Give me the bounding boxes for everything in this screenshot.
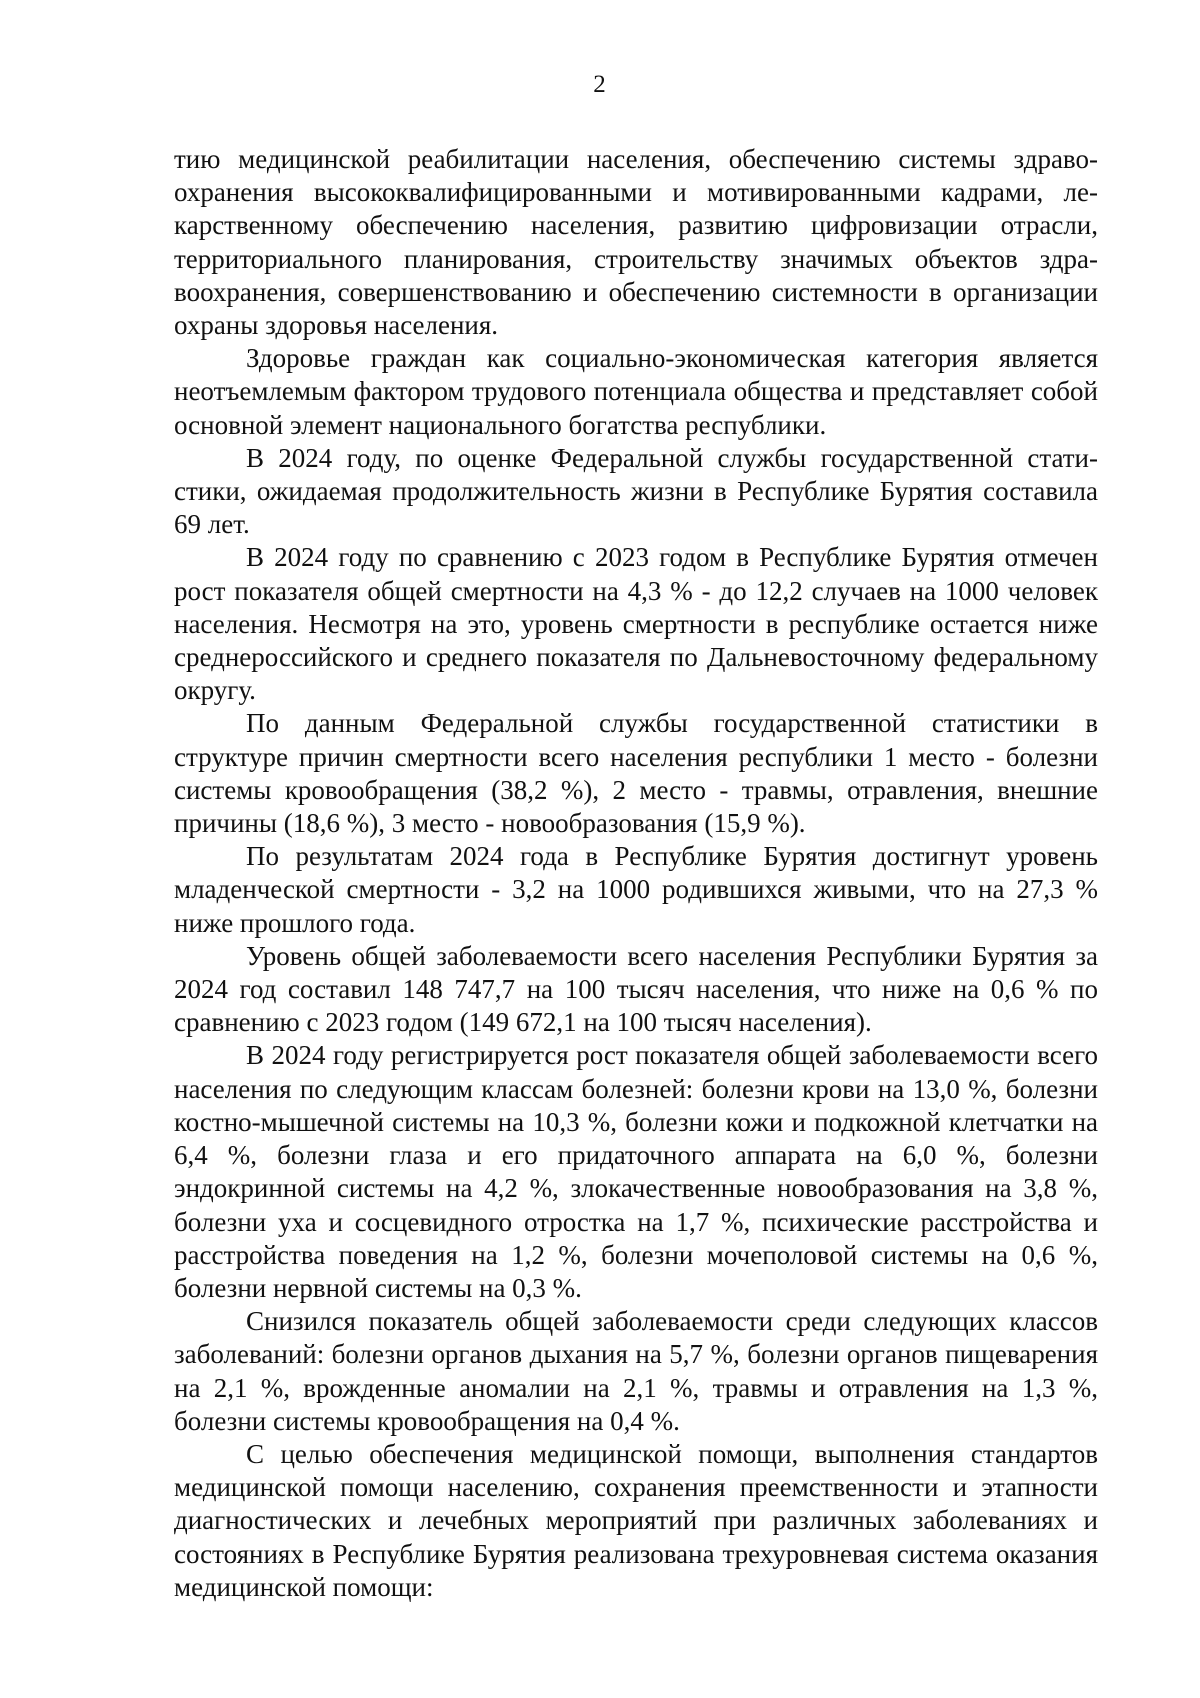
- paragraph: В 2024 году по сравнению с 2023 годом в Республике Бурятия отмечен рост показателя общей смертности на 4,3 % - до 12,2 случаев на 1000 человек населения. Несмотря на это, уровень смертности в республике остается ниже среднероссийского и среднего показателя по Дальневосточному федеральному округу.: [174, 542, 1098, 706]
- paragraph: В 2024 году, по оценке Федеральной службы государственной статистики, ожидаемая продолжительность жизни в Республике Бурятия составила 69 лет.: [174, 442, 1098, 540]
- paragraph: Уровень общей заболеваемости всего населения Республики Бурятия за 2024 год составил 148 747,7 на 100 тысяч населения, что ниже на 0,6 % по сравнению с 2023 годом (149 672,1 на 100 тысяч населения).: [174, 940, 1098, 1038]
- paragraph: Снизился показатель общей заболеваемости среди следующих классов заболеваний: болезни органов дыхания на 5,7 %, болезни органов пищеварения на 2,1 %, врожденные аномалии на 2,1 %, травмы и отравления на 1,3 %, болезни системы кровообращения на 0,4 %.: [174, 1306, 1098, 1436]
- paragraph-continuation: тию медицинской реабилитации населения, обеспечению системы здравоохранения высококвалифицированными и мотивированными кадрами, лекарственному обеспечению населения, развитию цифровизации отрасли, территориального планирования, строительству значимых объектов здравоохранения, совершенствованию и обеспечению системности в организации охраны здоровья населения.: [174, 144, 1098, 341]
- paragraph: С целью обеспечения медицинской помощи, выполнения стандартов медицинской помощи населению, сохранения преемственности и этапности диагностических и лечебных мероприятий при различных заболеваниях и состояниях в Республике Бурятия реализована трехуровневая система оказания медицинской помощи:: [174, 1438, 1098, 1602]
- paragraph: В 2024 году регистрируется рост показателя общей заболеваемости всего населения по следующим классам болезней: болезни крови на 13,0 %, болезни костно-мышечной системы на 10,3 %, болезни кожи и подкожной клетчатки на 6,4 %, болезни глаза и его придаточного аппарата на 6,0 %, болезни эндокринной системы на 4,2 %, злокачественные новообразования на 3,8 %, болезни уха и сосцевидного отростка на 1,7 %, психические расстройства и расстройства поведения на 1,2 %, болезни мочеполовой системы на 0,6 %, болезни нервной системы на 0,3 %.: [174, 1040, 1098, 1303]
- paragraph: По данным Федеральной службы государственной статистики в структуре причин смертности всего населения республики 1 место - болезни системы кровообращения (38,2 %), 2 место - травмы, отравления, внешние причины (18,6 %), 3 место - новообразования (15,9 %).: [174, 708, 1098, 839]
- document-body: [174, 143, 1098, 1604]
- paragraph: Здоровье граждан как социально-экономическая категория является неотъемлемым фактором трудового потенциала общества и представляет собой основной элемент национального богатства республики.: [174, 343, 1098, 440]
- paragraph: По результатам 2024 года в Республике Бурятия достигнут уровень младенческой смертности - 3,2 на 1000 родившихся живыми, что на 27,3 % ниже прошлого года.: [174, 841, 1098, 938]
- page-number: 2: [593, 71, 606, 98]
